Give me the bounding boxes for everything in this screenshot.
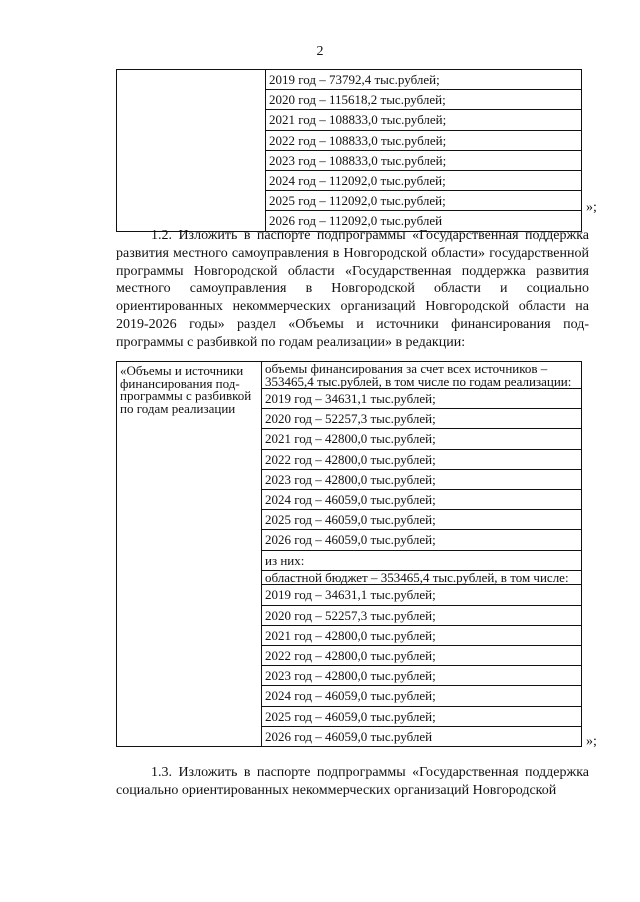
table2-of-them: из них: [262,550,582,570]
paragraph-1-3: 1.3. Изложить в паспорте подпрограммы «Государственная поддержка социально ориентированных некоммерческих организаций Новгородской [116,765,589,798]
table2-regional-year-line: 2021 год – 42800,0 тыс.рублей; [262,625,582,645]
table1-year-line: 2025 год – 112092,0 тыс.рублей; [266,191,582,211]
table2-regional-year-line: 2019 год – 34631,1 тыс.рублей; [262,585,582,605]
table2-regional-year-line: 2022 год – 42800,0 тыс.рублей; [262,645,582,665]
table2-year-line: 2022 год – 42800,0 тыс.рублей; [262,449,582,469]
table1-year-line: 2026 год – 112092,0 тыс.рублей [266,211,582,231]
table2-regional-year-line: 2025 год – 46059,0 тыс.рублей; [262,706,582,726]
table1-year-line: 2019 год – 73792,4 тыс.рублей; [266,70,582,90]
funding-table-continued [116,69,582,232]
table1-year-line: 2024 год – 112092,0 тыс.рублей; [266,171,582,191]
table1-year-line: 2020 год – 115618,2 тыс.рублей; [266,90,582,110]
table1-closing-quote: »; [586,200,597,215]
page-number: 2 [316,44,324,59]
table2-year-line: 2019 год – 34631,1 тыс.рублей; [262,389,582,409]
table2-intro: объемы финансирования за счет всех источников – 353465,4 тыс.рублей, в том числе по годам реализации: [262,362,582,389]
table1-year-line: 2021 год – 108833,0 тыс.рублей; [266,110,582,130]
table2-year-line: 2026 год – 46059,0 тыс.рублей; [262,530,582,550]
table1-year-line: 2022 год – 108833,0 тыс.рублей; [266,130,582,150]
funding-table [116,361,582,747]
table2-regional-intro: областной бюджет – 353465,4 тыс.рублей, в том числе: [262,570,582,585]
table1-left-cell [117,70,266,232]
table2-left-cell: «Объемы и источники финансирования подпрограммы с разбивкой по годам реализации [117,362,262,747]
table2-regional-year-line: 2026 год – 46059,0 тыс.рублей [262,726,582,746]
table2-year-line: 2024 год – 46059,0 тыс.рублей; [262,490,582,510]
table2-year-line: 2020 год – 52257,3 тыс.рублей; [262,409,582,429]
table2-year-line: 2021 год – 42800,0 тыс.рублей; [262,429,582,449]
table2-year-line: 2023 год – 42800,0 тыс.рублей; [262,469,582,489]
table2-regional-year-line: 2023 год – 42800,0 тыс.рублей; [262,666,582,686]
paragraph-1-2: 1.2. Изложить в паспорте подпрограммы «Государственная поддержка развития местного самоуправления в Новгородской области» государственной программы Новгородской области «Государственная поддержка развития местного самоуправления в Новгородской области и социально ориентированных некоммерческих организаций Новгородской области на 2019-2026 годы» раздел «Объемы и источники финансирования подпрограммы с разбивкой по годам реализации» в редакции: [116,228,589,350]
table2-year-line: 2025 год – 46059,0 тыс.рублей; [262,510,582,530]
table2-regional-year-line: 2024 год – 46059,0 тыс.рублей; [262,686,582,706]
table2-regional-year-line: 2020 год – 52257,3 тыс.рублей; [262,605,582,625]
table2-closing-quote: »; [586,734,597,749]
table1-year-line: 2023 год – 108833,0 тыс.рублей; [266,150,582,170]
